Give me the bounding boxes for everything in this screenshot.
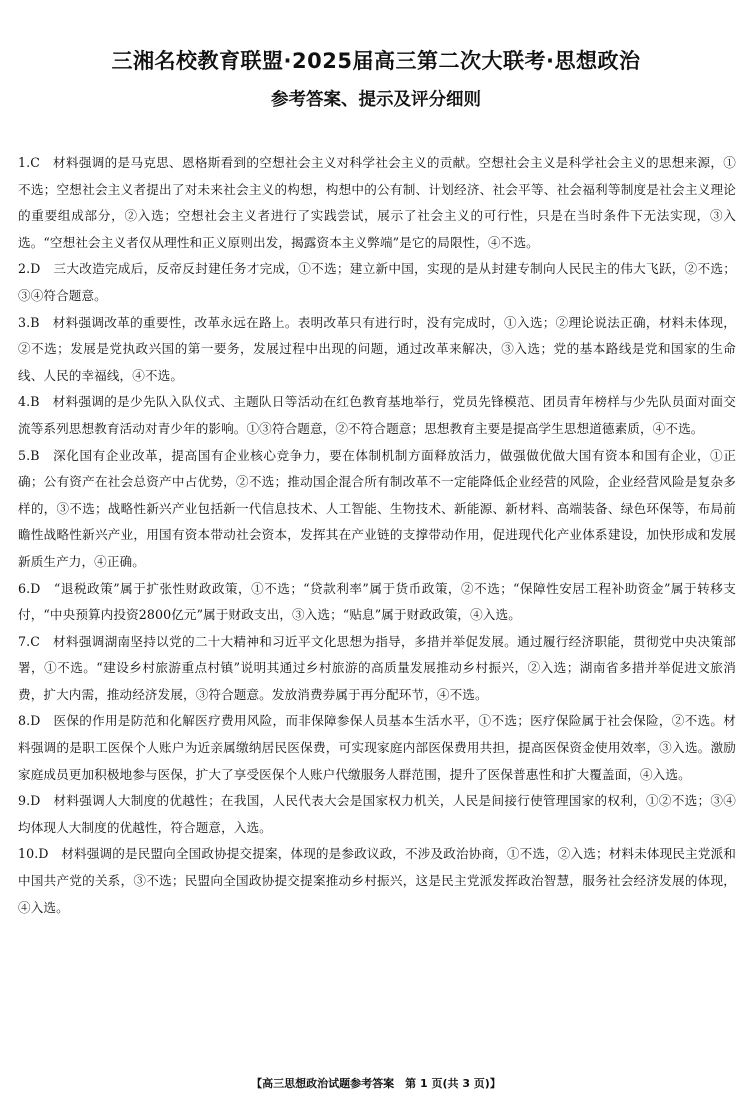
answer-number: 1.C bbox=[18, 155, 40, 170]
answer-text: 材料强调的是民盟向全国政协提交提案，体现的是参政议政，不涉及政治协商，①不选，②入选；材料未体现民主党派和中国共产党的关系，③不选；民盟向全国政协提交提案推动乡村振兴，这是民主党派发挥政治智慧，服务社会经济发展的体现，④入选。 bbox=[18, 846, 736, 915]
answer-item bbox=[18, 443, 736, 576]
page-title: 三湘名校教育联盟·2025届高三第二次大联考·思想政治 bbox=[111, 49, 641, 73]
answer-number: 5.B bbox=[18, 447, 40, 463]
answer-number: 7.C bbox=[18, 633, 40, 649]
answer-text: 材料强调的是少先队入队仪式、主题队日等活动在红色教育基地举行，党员先锋模范、团员青年榜样与少先队员面对面交流等系列思想教育活动对青少年的影响。①③符合题意，②不符合题意；思想教育主要是提高学生思想道德素质，④不选。 bbox=[18, 394, 736, 436]
answer-item bbox=[18, 150, 736, 256]
answer-text: 深化国有企业改革，提高国有企业核心竞争力，要在体制机制方面释放活力，做强做优做大国有资本和国有企业，①正确；公有资产在社会总资产中占优势，②不选；推动国企混合所有制改革不一定能降低企业经营的风险，企业经营风险是复杂多样的，③不选；战略性新兴产业包括新一代信息技术、人工智能、生物技术、新能源、新材料、高端装备、绿色环保等，布局前瞻性战略性新兴产业，用国有资本带动社会资本，发挥其在产业链的支撑带动作用，促进现代化产业体系建设，加快形成和发展新质生产力，④正确。 bbox=[18, 447, 736, 569]
answer-text: 材料强调湖南坚持以党的二十大精神和习近平文化思想为指导，多措并举促发展。通过履行经济职能，贯彻党中央决策部署，①不选。“建设乡村旅游重点村镇”说明其通过乡村旅游的高质量发展推动乡村振兴，②入选；湖南省多措并举促进文旅消费，扩大内需，推动经济发展，③符合题意。发放消费券属于再分配环节，④不选。 bbox=[18, 633, 736, 702]
answer-text: 材料强调的是马克思、恩格斯看到的空想社会主义对科学社会主义的贡献。空想社会主义是科学社会主义的思想来源，①不选；空想社会主义者提出了对未来社会主义的构想，构想中的公有制、计划经济、社会平等、社会福利等制度是社会主义理论的重要组成部分，②入选；空想社会主义者进行了实践尝试，展示了社会主义的可行性，只是在当时条件下无法实现，③入选。“空想社会主义者仅从理性和正义原则出发，揭露资本主义弊端”是它的局限性，④不选。 bbox=[18, 155, 736, 250]
answer-list bbox=[18, 150, 736, 921]
answer-text: 三大改造完成后，反帝反封建任务才完成，①不选；建立新中国，实现的是从封建专制向人民民主的伟大飞跃，②不选；③④符合题意。 bbox=[18, 261, 736, 303]
answer-item bbox=[18, 708, 736, 788]
answer-number: 4.B bbox=[18, 394, 40, 410]
answer-number: 3.B bbox=[18, 314, 40, 330]
answer-number: 10.D bbox=[18, 846, 49, 862]
answer-item bbox=[18, 256, 736, 309]
answer-item bbox=[18, 310, 736, 390]
answer-number: 6.D bbox=[18, 580, 41, 596]
answer-item bbox=[18, 788, 736, 841]
answer-item bbox=[18, 629, 736, 709]
answer-text: 材料强调人大制度的优越性；在我国，人民代表大会是国家权力机关，人民是间接行使管理国家的权利，①②不选；③④均体现人大制度的优越性，符合题意，入选。 bbox=[18, 793, 736, 835]
answer-item bbox=[18, 389, 736, 442]
answer-number: 2.D bbox=[18, 261, 41, 277]
answer-text: “退税政策”属于扩张性财政政策，①不选；“贷款利率”属于货币政策，②不选；“保障性安居工程补助资金”属于转移支付，“中央预算内投资2800亿元”属于财政支出，③入选；“贴息”属于财政政策，④入选。 bbox=[18, 580, 736, 623]
answer-text: 材料强调改革的重要性，改革永远在路上。表明改革只有进行时，没有完成时，①入选；②理论说法正确，材料未体现，②不选；发展是党执政兴国的第一要务，发展过程中出现的问题，通过改革来解决，③入选；党的基本路线是党和国家的生命线、人民的幸福线，④不选。 bbox=[18, 314, 736, 383]
answer-item bbox=[18, 841, 736, 921]
page-subtitle: 参考答案、提示及评分细则 bbox=[271, 90, 481, 110]
answer-number: 9.D bbox=[18, 793, 41, 809]
page-footer: 【高三思想政治试题参考答案 第 1 页(共 3 页)】 bbox=[251, 1077, 501, 1090]
answer-number: 8.D bbox=[18, 713, 41, 729]
answer-item bbox=[18, 576, 736, 629]
answer-text: 医保的作用是防范和化解医疗费用风险，而非保障参保人员基本生活水平，①不选；医疗保险属于社会保险，②不选。材料强调的是职工医保个人账户为近亲属缴纳居民医保费，可实现家庭内部医保费用共担，提高医保资金使用效率，③入选。激励家庭成员更加积极地参与医保，扩大了享受医保个人账户代缴服务人群范围，提升了医保普惠性和扩大覆盖面，④入选。 bbox=[18, 713, 736, 782]
